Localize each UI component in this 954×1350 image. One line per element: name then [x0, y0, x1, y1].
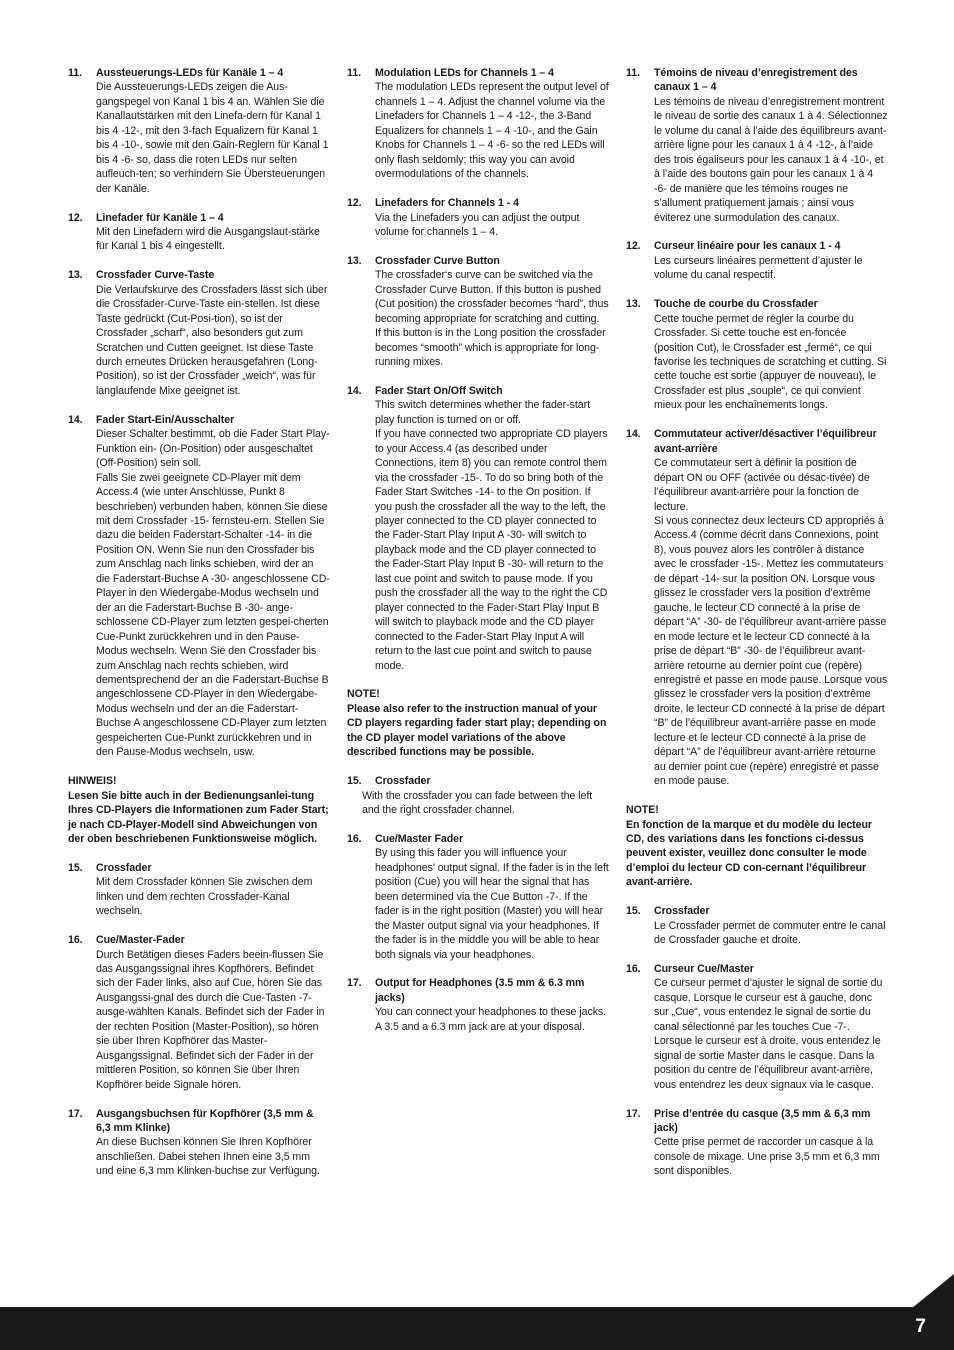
section-body — [347, 1005, 609, 1034]
section-title: Crossfader Curve-Taste — [96, 269, 215, 282]
section-heading — [68, 1107, 330, 1136]
section-number: 11. — [347, 67, 361, 79]
note-box-de — [68, 774, 330, 846]
section-16-en — [347, 832, 609, 962]
section-body — [68, 283, 330, 399]
section-heading — [68, 861, 330, 875]
section-number: 13. — [347, 254, 362, 267]
section-title: Modulation LEDs for Channels 1 – 4 — [375, 67, 555, 79]
section-paragraph: Die Aussteuerungs-LEDs zeigen die Aus-gangspegel von Kanal 1 bis 4 an. Wählen Sie die Kanallautstärken mit den Linefa-dern für Kanal 1 bis 4 -12-, mit den 3-fach Equalizern für Kanal 1 bis 4 -10-, sowie mit den Gain-Reglern für Kanal 1 bis 4 -6- so, dass die roten LEDs nur selten aufleuch-ten; so verhindern Sie Übersteuerungen der Kanäle. — [96, 81, 329, 195]
section-body — [626, 95, 888, 225]
section-heading — [68, 66, 330, 80]
section-14-fr — [626, 427, 888, 788]
note-box-en — [347, 687, 609, 759]
note-heading: HINWEIS! — [68, 775, 117, 788]
section-number: 13. — [626, 298, 641, 311]
section-number: 14. — [347, 384, 362, 397]
section-title: Curseur Cue/Master — [654, 963, 754, 975]
section-paragraph: Ce curseur permet d’ajuster le signal de sortie du casque. Lorsque le curseur est à gauche, donc sur „Cue“, vous entendez le signal de sortie du canal sélectionné par les touches Cue -7-. Lorsque le curseur est à droite, vous entendez le signal de sortie Master dans le casque. Dans la position du centre de l’équilibreur avant-arrière, vous entendrez les deux signaux via le casque. — [654, 977, 883, 1091]
section-11-de — [68, 66, 330, 196]
note-text: Lesen Sie bitte auch in der Bedienungsanlei-tung Ihres CD-Players die Informationen zum Fader Start; je nach CD-Player-Modell sind Abweichungen von der oben beschriebenen Funktionsweise möglich. — [68, 789, 329, 845]
section-heading — [626, 904, 888, 918]
section-number: 15. — [68, 861, 83, 874]
section-body — [68, 225, 330, 254]
section-13-fr — [626, 297, 888, 413]
section-number: 12. — [347, 197, 362, 210]
section-title: Output for Headphones (3.5 mm & 6.3 mm jacks) — [375, 977, 585, 1004]
section-body — [626, 919, 888, 948]
page-number: 7 — [915, 1316, 926, 1337]
section-body — [68, 875, 330, 918]
section-heading — [626, 1107, 888, 1136]
section-13-de — [68, 268, 330, 398]
section-number: 16. — [347, 832, 362, 845]
column-french — [626, 66, 888, 1193]
section-body — [626, 312, 888, 413]
section-15-en — [347, 774, 609, 817]
section-heading — [347, 774, 609, 788]
section-paragraph: By using this fader you will influence your headphones' output signal. If the fader is in the left position (Cue) you will hear the signal that has been determined via the Cue Button -7-. If the fader is in the right position (Master) you will hear the Master output signal via your headphones. If the fader is in the middle you will be able to hear both signals via your headphones. — [375, 847, 609, 961]
section-title: Crossfader — [375, 775, 431, 788]
section-paragraph: Cette touche permet de régler la courbe du Crossfader. Si cette touche est en-foncée (position Cut), le Crossfader est „fermé“, ce qui favorise les techniques de scratching et cutting. Si cette touche est sortie (appuyer de nouveau), le Crossfader est plus „souple“, ce qui convient mieux pour les enchaînements longs. — [654, 312, 887, 412]
section-paragraph: The modulation LEDs represent the output level of channels 1 – 4. Adjust the channel volume via the Linefaders for Channels 1 – 4 -12-, the 3-Band Equalizers for channels 1 – 4 -10-, and the Gain Knobs for Channels 1 – 4 -6- so the red LEDs will only flash seldomly; this way you can avoid overmodulations of the channels. — [375, 81, 609, 181]
section-body — [347, 398, 609, 673]
section-title: Crossfader — [654, 905, 710, 918]
section-12-en — [347, 196, 609, 239]
section-11-fr — [626, 66, 888, 225]
section-11-en — [347, 66, 609, 182]
section-body — [347, 80, 609, 181]
section-body — [626, 976, 888, 1092]
section-17-en — [347, 976, 609, 1034]
section-14-en — [347, 384, 609, 673]
section-heading — [347, 976, 609, 1005]
section-title: Crossfader — [96, 861, 152, 874]
section-heading — [347, 384, 609, 398]
section-15-de — [68, 861, 330, 919]
section-paragraph: Cette prise permet de raccorder un casque à la console de mixage. Une prise 3,5 mm et 6,3 mm sont disponibles. — [654, 1136, 880, 1178]
section-paragraph: Via the Linefaders you can adjust the output volume for channels 1 – 4. — [375, 211, 580, 238]
section-title: Touche de courbe du Crossfader — [654, 298, 818, 311]
section-paragraph: Les témoins de niveau d’enregistrement montrent le niveau de sortie des canaux 1 à 4. Sélectionnez le volume du canal à l’aide des équilibreurs avant-arrière ligne pour les canaux 1 à 4 -12-, à l’aide des trois égaliseurs pour les canaux 1 à 4 -10-, et à l’aide des boutons gain pour les canaux 1 à 4 -6- de manière que les témoins rouges ne s’allument pratiquement jamais ; ainsi vous éviterez une surmodulation des canaux. — [654, 95, 888, 224]
section-body — [68, 80, 330, 196]
section-number: 14. — [68, 413, 83, 426]
section-paragraph: An diese Buchsen können Sie Ihren Kopfhörer anschließen. Dabei stehen Ihnen eine 3,5 mm und eine 6,3 mm Klinken-buchse zur Verfügung. — [96, 1136, 320, 1178]
note-text: Please also refer to the instruction manual of your CD players regarding fader start play; depending on the CD player model variations of the above described functions may be possible. — [347, 702, 607, 759]
column-german — [68, 66, 330, 1193]
section-title: Prise d’entrée du casque (3,5 mm & 6,3 mm jack) — [654, 1107, 871, 1134]
section-body — [68, 948, 330, 1093]
section-title: Cue/Master Fader — [375, 832, 464, 845]
section-heading — [68, 211, 330, 225]
section-paragraph: Ce commutateur sert à définir la position de départ ON ou OFF (activée ou désac-tivée) de l’équilibreur avant-arrière pour la fonction de lecture. — [654, 457, 870, 513]
section-title: Ausgangsbuchsen für Kopfhörer (3,5 mm & 6,3 mm Klinke) — [96, 1107, 314, 1134]
section-title: Fader Start-Ein/Ausschalter — [96, 413, 235, 426]
section-number: 12. — [68, 211, 83, 224]
section-16-fr — [626, 962, 888, 1092]
section-number: 15. — [347, 775, 362, 788]
section-body — [347, 268, 609, 369]
section-title: Cue/Master-Fader — [96, 934, 185, 947]
section-paragraph: Mit den Linefadern wird die Ausgangslaut-stärke für Kanal 1 bis 4 eingestellt. — [96, 225, 320, 253]
section-number: 17. — [347, 977, 362, 990]
section-number: 11. — [68, 67, 82, 79]
section-paragraph: Mit dem Crossfader können Sie zwischen dem linken und dem rechten Crossfader-Kanal wechseln. — [96, 876, 313, 918]
section-title: Linefader für Kanäle 1 – 4 — [96, 211, 224, 224]
section-number: 14. — [626, 428, 641, 441]
note-heading: NOTE! — [347, 688, 380, 701]
section-12-de — [68, 211, 330, 254]
section-paragraph: The crossfader‘s curve can be switched via the Crossfader Curve Button. If this button is pushed (Cut position) the crossfader becomes “hard”, thus becoming appropriate for scratching and cutting. — [375, 269, 609, 325]
section-title: Crossfader Curve Button — [375, 254, 500, 267]
footer-corner-decoration — [912, 1274, 954, 1308]
section-paragraph: Les curseurs linéaires permettent d’ajuster le volume du canal respectif. — [654, 254, 863, 282]
section-17-de — [68, 1107, 330, 1179]
section-paragraph: You can connect your headphones to these jacks. A 3.5 and a 6.3 mm jack are at your disposal. — [375, 1006, 607, 1033]
section-title: Commutateur activer/désactiver l’équilibreur avant-arrière — [654, 428, 877, 455]
section-paragraph: Die Verlaufskurve des Crossfaders lässt sich über die Crossfader-Curve-Taste ein-stellen. Ist diese Taste gedrückt (Cut-Posi-tion), so ist der Crossfader „scharf“, also besonders gut zum Scratchen und Cutten geeignet. Ist diese Taste durch erneutes Drücken herausgefahren (Long-Position), so ist der Crossfader „weich“, was für langlaufende Mixe geeignet ist. — [96, 283, 328, 397]
section-title: Témoins de niveau d’enregistrement des canaux 1 – 4 — [654, 67, 858, 94]
section-number: 11. — [626, 67, 640, 79]
section-number: 13. — [68, 269, 83, 282]
section-number: 16. — [626, 963, 641, 975]
section-12-fr — [626, 239, 888, 282]
section-paragraph: Durch Betätigen dieses Faders beein-flussen Sie das Ausgangssignal ihres Kopfhörers. Befindet sich der Fader links, also auf Cue, hören Sie das Ausgangssi-gnal des durch die Cue-Tasten -7- ausge-wählten Kanals. Befindet sich der Fader in der rechten Position (Master-Position), so hören sie über Ihren Kopfhörer das Master-Ausgangssignal. Befindet sich der Fader in der mittleren Position, so können Sie über Ihren Kopfhörer beide Signale hören. — [96, 948, 325, 1091]
section-body — [347, 846, 609, 962]
section-16-de — [68, 933, 330, 1092]
note-heading: NOTE! — [626, 804, 659, 817]
section-title: Curseur linéaire pour les canaux 1 - 4 — [654, 240, 841, 253]
section-paragraph: With the crossfader you can fade between the left and the right crossfader channel. — [362, 789, 593, 817]
section-body — [626, 254, 888, 283]
section-title: Aussteuerungs-LEDs für Kanäle 1 – 4 — [96, 67, 284, 79]
section-body — [68, 427, 330, 759]
section-13-en — [347, 254, 609, 370]
section-paragraph: If this button is in the Long position the crossfader becomes “smooth” which is appropriate for long-running mixes. — [375, 327, 606, 369]
footer-bar — [0, 1307, 954, 1350]
note-box-fr — [626, 803, 888, 890]
section-body — [626, 1135, 888, 1178]
section-15-fr — [626, 904, 888, 947]
section-body — [68, 1135, 330, 1178]
section-heading — [68, 413, 330, 427]
section-paragraph: Si vous connectez deux lecteurs CD appropriés à Access.4 (comme décrit dans Connexions, point 8), vous pouvez alors les contrôler à distance avec le crossfader -15-. Mettez les commutateurs de départ -14- sur la position ON. Lorsque vous glissez le crossfader vers la position d’extrême gauche, le lecteur CD connecté à la prise de départ “A” -30- de l’équilibreur avant-arrière passe en mode lecture et le lecteur CD connecté à la prise de départ “B” -30- de l’équilibreur avant-arrière retourne au dernier point cue (repère) enregistré et passe en mode pause. Lorsque vous glissez le crossfader vers la position d’extrême droite, le lecteur CD connecté à la prise de départ “B” de l’équilibreur avant-arrière passe en mode lecture et le lecteur CD connecté à la prise de départ “A” de l’équilibreur avant-arrière retourne au dernier point cue (repère) enregistré et passe en mode pause. — [654, 515, 888, 788]
section-paragraph: Dieser Schalter bestimmt, ob die Fader Start Play-Funktion ein- (On-Position) oder ausgeschaltet (Off-Position) sein soll. — [96, 428, 330, 470]
section-heading — [626, 297, 888, 311]
section-14-de — [68, 413, 330, 760]
section-17-fr — [626, 1107, 888, 1179]
section-number: 12. — [626, 240, 641, 253]
section-heading — [626, 962, 888, 976]
section-title: Fader Start On/Off Switch — [375, 384, 503, 397]
section-body — [347, 789, 609, 818]
section-heading — [347, 832, 609, 846]
section-heading — [347, 196, 609, 210]
section-number: 15. — [626, 905, 641, 918]
section-body — [347, 211, 609, 240]
section-paragraph: This switch determines whether the fader-start play function is turned on or off. — [375, 399, 590, 426]
section-heading — [626, 66, 888, 95]
section-number: 17. — [68, 1107, 83, 1120]
section-heading — [626, 239, 888, 253]
section-paragraph: If you have connected two appropriate CD players to your Access.4 (as described under Connections, item 8) you can remote control them via the crossfader -15-. To do so bring both of the Fader Start Switches -14- to the On position. If you push the crossfader all the way to the left, the player connected to the CD player connected to the Fader-Start Play Input A -30- will switch to playback mode and the CD player connected to the Fader-Start Play Input B -30- will return to the last cue point and switch to pause mode. If you push the crossfader all the way to the right the CD player connected to the Fader-Start Play Input B will switch to playback mode and the CD player connected to the Fader-Start Play Input A will return to the last cue point and switch to pause mode. — [375, 428, 608, 672]
section-number: 16. — [68, 934, 83, 947]
column-english — [347, 66, 609, 1049]
section-heading — [68, 268, 330, 282]
section-heading — [347, 254, 609, 268]
section-heading — [626, 427, 888, 456]
section-heading — [68, 933, 330, 947]
section-paragraph: Falls Sie zwei geeignete CD-Player mit dem Access.4 (wie unter Anschlüsse, Punkt 8 beschrieben) verbunden haben, können Sie diese mit dem Crossfader -15- fernsteu-ern. Stellen Sie dazu die beiden Faderstart-Schalter -14- in die Position ON. Wenn Sie nun den Crossfader bis zum Anschlag nach links schieben, wird der an die Faderstart-Buchse A -30- angeschlossene CD-Player in den Wiedergabe-Modus wechseln und der an die Faderstart-Buchse B -30- ange-schlossene CD-Player zum letzten gespei-cherten Cue-Punkt zurückkehren und in den Pause-Modus wechseln. Wenn Sie den Crossfader bis zum Anschlag nach rechts schieben, wird dementsprechend der an die Faderstart-Buchse B angeschlossene CD-Player in den Wiedergabe-Modus wechseln und der an die Faderstart-Buchse A angeschlossene CD-Player zum letzten gespeicherten Cue-Punkt zurückkehren und in den Pause-Modus wechseln, usw. — [96, 471, 330, 759]
section-heading — [347, 66, 609, 80]
section-title: Linefaders for Channels 1 - 4 — [375, 197, 519, 210]
note-text: En fonction de la marque et du modèle du lecteur CD, des variations dans les fonctions ci-dessus peuvent exister, veuillez donc consulter le mode d’emploi du lecteur CD con-cernant l’équilibreur avant-arrière. — [626, 818, 873, 889]
section-paragraph: Le Crossfader permet de commuter entre le canal de Crossfader gauche et droite. — [654, 919, 886, 947]
section-body — [626, 456, 888, 788]
section-number: 17. — [626, 1107, 641, 1120]
